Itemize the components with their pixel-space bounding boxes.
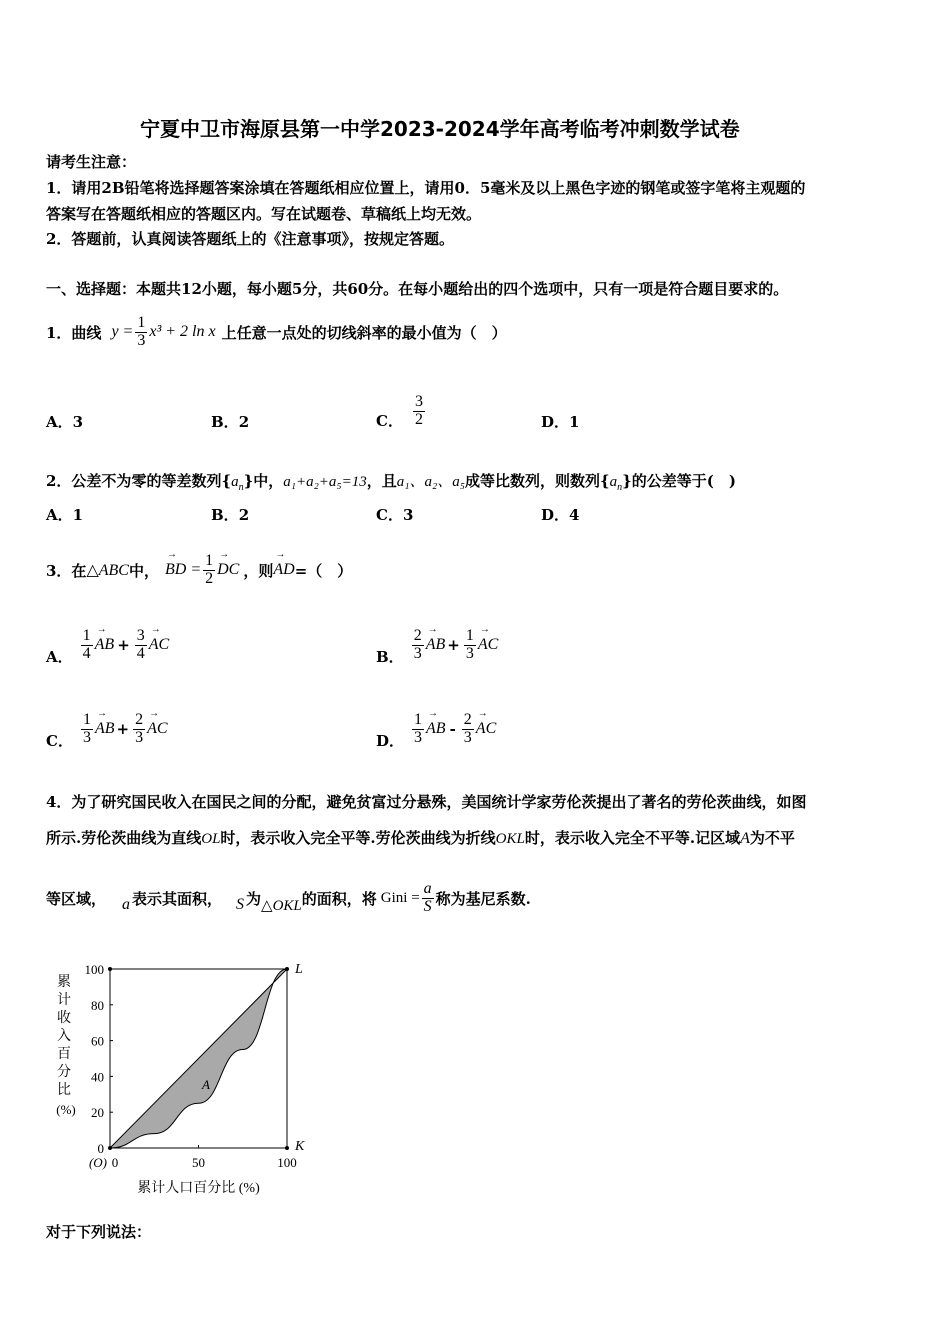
- y-axis-label-char: 收: [57, 1011, 71, 1026]
- option-label: C．: [376, 506, 403, 524]
- q2-an-sub: n: [238, 482, 244, 493]
- vec-ab: → AB: [95, 720, 115, 738]
- notice-heading: 请考生注意：: [46, 153, 137, 171]
- q2-text-d: 成等比数列，则数列{: [464, 472, 610, 490]
- operator: +: [116, 720, 130, 738]
- q4-triangle-okl: △OKL: [261, 897, 302, 914]
- notice-line-1b: 答案写在答题纸相应的答题区内。写在试题卷、草稿纸上均无效。: [46, 205, 482, 223]
- vec-ac: → AC: [149, 636, 169, 654]
- frac-num: 2: [413, 626, 422, 644]
- q3-option-a[interactable]: [46, 620, 169, 670]
- equality-line: [110, 969, 287, 1148]
- option-value: 4: [569, 506, 580, 524]
- q3-option-d[interactable]: [376, 704, 496, 754]
- question-1: [46, 315, 507, 350]
- y-axis-label-char: 比: [57, 1083, 71, 1098]
- q4-text: 为: [246, 889, 262, 908]
- frac-num: 1: [82, 626, 91, 644]
- q4-a: a: [122, 896, 131, 913]
- option-value: 3: [402, 506, 414, 524]
- page-title: 宁夏中卫市海原县第一中学2023-2024学年高考临考冲刺数学试卷: [140, 117, 740, 141]
- frac-den: 3: [82, 728, 91, 746]
- notice-line-1a: 1．请用2B铅笔将选择题答案涂填在答题纸相应位置上，请用0．5毫米及以上黑色字迹的钢笔或签字笔将主观题的: [46, 179, 806, 197]
- operator: +: [447, 636, 460, 654]
- q4-after-text: 对于下列说法：: [46, 1223, 152, 1241]
- q1-frac-num: 1: [137, 314, 146, 331]
- q3-option-c[interactable]: [46, 704, 168, 754]
- q2-an-sub: n: [617, 482, 623, 493]
- q2-text-b: }中，: [243, 472, 284, 490]
- q2-option-c[interactable]: [376, 504, 413, 525]
- option-label: D．: [541, 506, 570, 524]
- frac-den: 3: [465, 644, 474, 662]
- option-value: 1: [72, 506, 84, 524]
- q3-mid: 中，: [128, 561, 159, 580]
- frac-num: 3: [414, 392, 423, 410]
- q3-vec-ad: → AD: [273, 561, 294, 579]
- q4-line-3: [46, 876, 531, 920]
- frac-den: 3: [414, 728, 423, 746]
- frac-2: [462, 712, 474, 747]
- q4-s: S: [236, 896, 245, 913]
- q3-prefix: 3．在: [46, 561, 87, 580]
- q1-suffix: 上任意一点处的切线斜率的最小值为（ ）: [221, 323, 507, 342]
- vec-ab: → AB: [426, 636, 446, 654]
- option-value: 1: [569, 413, 580, 431]
- q1-option-a[interactable]: [46, 411, 83, 432]
- q2-an-letter: a: [231, 474, 239, 490]
- q2-condition: a₁+a₂+a₅=13: [283, 474, 367, 490]
- y-axis-label-char: 计: [57, 993, 71, 1008]
- frac-2: [135, 628, 147, 663]
- q4-text: 为不平: [749, 829, 795, 847]
- q2-text-e: }的公差等于( ): [622, 472, 736, 490]
- q1-formula-lhs: y =: [111, 323, 134, 341]
- option-label: A．: [46, 506, 73, 524]
- frac-den: 3: [463, 728, 472, 746]
- frac-den: 2: [414, 410, 423, 428]
- corner-point: [285, 967, 289, 971]
- frac-den: 4: [82, 644, 91, 662]
- option-fraction: [413, 394, 425, 429]
- lorenz-chart: [40, 950, 340, 1200]
- question-3: [46, 540, 352, 600]
- frac-2: [464, 628, 476, 663]
- q2-option-a[interactable]: [46, 504, 83, 525]
- operator: +: [117, 636, 130, 654]
- question-2: [46, 470, 736, 493]
- point-label-l: L: [295, 962, 303, 977]
- q4-text: 时，表示收入完全不平等.记区域: [524, 829, 741, 847]
- option-value: 2: [238, 506, 250, 524]
- q2-an-letter: a: [609, 474, 618, 490]
- point-label-k: K: [295, 1139, 305, 1154]
- vec-ac: → AC: [476, 720, 496, 738]
- option-label: D．: [376, 731, 405, 750]
- option-label: B．: [211, 413, 239, 431]
- y-tick-label: 40: [91, 1069, 104, 1085]
- q3-suffix: =（ ）: [294, 561, 353, 580]
- q4-text: 的面积，将: [301, 889, 377, 908]
- frac-2: [133, 712, 145, 747]
- q4-gini: Gini =: [380, 889, 420, 906]
- frac-num: 1: [465, 626, 474, 644]
- q2-text-a: 2．公差不为零的等差数列{: [46, 472, 232, 490]
- q3-equals: =: [190, 561, 202, 578]
- frac-1: [412, 628, 424, 663]
- frac-1: [81, 712, 93, 747]
- q2-an: [231, 474, 244, 493]
- q3-option-b[interactable]: [376, 620, 498, 670]
- y-tick-label: 20: [91, 1105, 104, 1121]
- y-tick-label: 100: [84, 962, 104, 977]
- frac-num: 1: [414, 710, 423, 728]
- option-label: B．: [376, 647, 404, 666]
- q4-text: 所示.劳伦茨曲线为直线: [46, 829, 202, 847]
- frac-num: 2: [463, 710, 472, 728]
- vec-ab: → AB: [95, 636, 115, 654]
- q4-line-2: [46, 827, 795, 848]
- q4-text: 表示其面积，: [132, 889, 223, 908]
- q3-fraction: [203, 553, 215, 588]
- q3-then: ，则: [243, 561, 274, 580]
- frac-1: [412, 712, 424, 747]
- q2-an-2: [609, 474, 623, 493]
- frac-num: 2: [135, 710, 144, 728]
- corner-point: [108, 967, 112, 971]
- q1-option-c[interactable]: [376, 387, 427, 435]
- q2-text-c: ，且: [366, 472, 397, 490]
- q1-frac-den: 3: [137, 331, 146, 349]
- x-axis-label: 累计人口百分比 (%): [137, 1181, 260, 1196]
- option-label: C．: [46, 731, 73, 750]
- q4-line-1: 4．为了研究国民收入在国民之间的分配，避免贫富过分悬殊，美国统计学家劳伦茨提出了著名的劳伦茨曲线，如图: [46, 793, 807, 811]
- option-value: 2: [238, 413, 250, 431]
- option-value: 3: [72, 413, 84, 431]
- q1-formula-rest: x³ + 2 ln x: [149, 323, 216, 341]
- x-tick-label: 100: [277, 1155, 297, 1170]
- q1-option-b[interactable]: [211, 411, 249, 432]
- operator: -: [449, 720, 456, 738]
- region-label: A: [202, 1076, 210, 1092]
- q2-option-b[interactable]: [211, 504, 249, 525]
- q4-gini-fraction: [422, 881, 434, 916]
- q4-region-a: A: [740, 830, 750, 847]
- y-axis-label-char: 百: [57, 1047, 71, 1062]
- corner-point: [108, 1146, 112, 1150]
- q1-prefix: 1．曲线: [46, 323, 102, 342]
- q3-triangle: △ABC: [86, 562, 129, 579]
- y-axis-label-char: 分: [57, 1065, 71, 1080]
- q1-option-d[interactable]: [541, 411, 579, 432]
- q2-option-d[interactable]: [541, 504, 579, 525]
- y-axis-label-char: 入: [57, 1029, 71, 1044]
- q3-frac-num: 1: [205, 551, 214, 569]
- corner-point: [285, 1146, 289, 1150]
- vec-ac: → AC: [478, 636, 498, 654]
- q4-text: 等区域，: [46, 889, 107, 908]
- q1-fraction: [135, 315, 147, 350]
- origin-label: (O): [88, 1155, 108, 1170]
- q3-vec-bd: → BD: [165, 561, 186, 579]
- y-axis-label-char: 累: [57, 975, 71, 990]
- q4-ol: OL: [201, 831, 221, 847]
- option-label: B．: [211, 506, 239, 524]
- q3-vec-dc: → DC: [217, 561, 239, 579]
- q2-terms: a₁、a₂、a₅: [396, 474, 465, 490]
- option-label: A．: [46, 413, 73, 431]
- option-label: C．: [376, 411, 403, 430]
- frac-den: 4: [136, 644, 145, 662]
- section-heading: 一、选择题：本题共12小题，每小题5分，共60分。在每小题给出的四个选项中，只有一项是符合题目要求的。: [46, 280, 789, 298]
- frac-num: 3: [136, 626, 145, 644]
- q4-text: 时，表示收入完全平等.劳伦茨曲线为折线: [220, 829, 496, 847]
- y-tick-label: 80: [91, 997, 104, 1013]
- q4-text: 称为基尼系数.: [435, 889, 531, 908]
- y-axis-unit: (%): [56, 1102, 76, 1117]
- y-tick-label: 60: [91, 1033, 104, 1049]
- frac-den: 3: [413, 644, 422, 662]
- vec-ab: → AB: [426, 720, 446, 738]
- x-tick-label: 50: [192, 1155, 205, 1170]
- q3-frac-den: 2: [205, 569, 214, 587]
- frac-num: a: [423, 879, 432, 897]
- notice-line-2: 2．答题前，认真阅读答题纸上的《注意事项》，按规定答题。: [46, 230, 454, 248]
- option-label: A．: [46, 647, 73, 666]
- vec-ac: → AC: [147, 720, 167, 738]
- q4-okl: OKL: [495, 831, 525, 847]
- frac-1: [81, 628, 93, 663]
- frac-den: S: [423, 897, 432, 915]
- frac-num: 1: [82, 710, 91, 728]
- option-label: D．: [541, 413, 570, 431]
- x-tick-label: 0: [111, 1155, 119, 1170]
- y-tick-label: 0: [97, 1141, 104, 1156]
- frac-den: 3: [135, 728, 144, 746]
